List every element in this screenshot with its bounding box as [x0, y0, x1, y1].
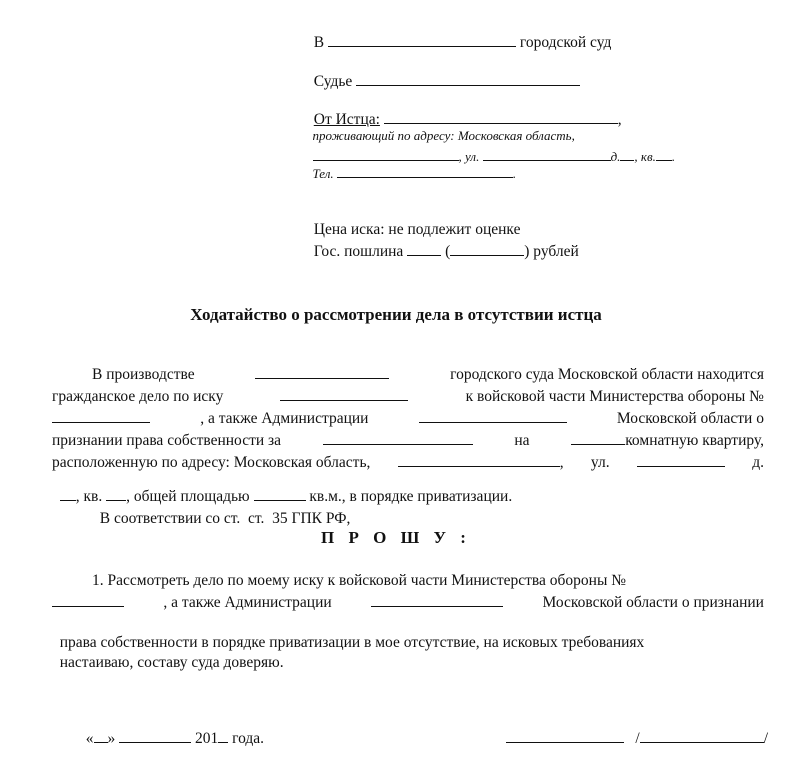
duty-line [306, 225, 579, 261]
plaintiff-blank[interactable] [280, 388, 408, 401]
request-line-1 [52, 572, 764, 590]
request-text: настаиваю, составу суда доверяю. [59, 654, 284, 671]
street-blank-body[interactable] [637, 454, 725, 467]
request-text: 1. Рассмотреть дело по моему иску к войсковой части Министерства обороны № [92, 572, 627, 589]
request-text: Московской области о признании [542, 594, 764, 611]
body-line-2 [52, 388, 764, 406]
duty-label: Гос. пошлина [313, 243, 404, 260]
judge-label: Судье [313, 73, 353, 90]
body-line-4 [52, 432, 764, 450]
phone-line [306, 150, 516, 181]
date-quote-close: » [107, 730, 116, 747]
request-text: , а также Администрации [163, 594, 332, 611]
body-text: , кв. [75, 488, 103, 505]
house-label: д. [610, 149, 621, 164]
duty-currency: рублей [533, 243, 579, 260]
court-prefix: В [313, 34, 325, 51]
body-text: расположенную по адресу: Московская область, [52, 454, 371, 471]
body-line-3 [52, 410, 764, 428]
year-prefix: 201 [195, 730, 219, 747]
judge-name-blank[interactable] [356, 73, 580, 86]
duty-paren-close: ) [524, 243, 530, 260]
signature-blank[interactable] [506, 730, 624, 743]
owner-blank[interactable] [323, 432, 473, 445]
body-text: , общей площадью [126, 488, 250, 505]
house-blank-body[interactable] [60, 488, 76, 501]
signature-slash: / [635, 730, 640, 747]
address-label: проживающий по адресу: Московская область, [312, 128, 575, 143]
body-text: к войсковой части Министерства обороны № [465, 388, 764, 405]
administration-blank-2[interactable] [371, 594, 503, 607]
body-text: д. [752, 454, 764, 471]
body-line-7 [92, 492, 350, 528]
request-text: права собственности в порядке приватизации в мое отсутствие, на исковых требованиях [59, 634, 645, 651]
date-quote-open: « [85, 730, 94, 747]
unit-number-blank[interactable] [52, 410, 150, 423]
body-text: городского суда Московской области находится [450, 366, 764, 383]
judge-line [306, 55, 580, 91]
apt-blank[interactable] [656, 148, 672, 161]
duty-paren-open: ( [445, 243, 451, 260]
phone-end: . [512, 166, 517, 181]
body-text: Московской области о [616, 410, 764, 427]
court-line [306, 16, 611, 52]
request-heading: П Р О Ш У : [321, 528, 471, 547]
year-suffix: года. [232, 730, 265, 747]
signature-end-slash: / [763, 730, 768, 747]
plaintiff-comma: , [617, 111, 622, 128]
body-text: кв.м., в порядке приватизации. [309, 488, 513, 505]
claim-price: Цена иска: не подлежит оценке [313, 221, 521, 238]
duty-amount-blank[interactable] [407, 243, 441, 256]
signature-name-blank[interactable] [640, 730, 764, 743]
locality-blank[interactable] [398, 454, 560, 467]
court-blank[interactable] [255, 366, 389, 379]
house-blank[interactable] [620, 148, 634, 161]
body-text: В производстве [92, 366, 195, 383]
document-title: Ходатайство о рассмотрении дела в отсутствии истца [190, 305, 602, 324]
signature-line [498, 712, 768, 748]
date-line [78, 712, 264, 748]
body-text: гражданское дело по иску [52, 388, 224, 405]
request-line-2 [52, 594, 764, 612]
body-text: , [559, 454, 564, 471]
phone-blank[interactable] [337, 165, 513, 178]
court-name-blank[interactable] [328, 34, 516, 47]
street-line: , ул. д. , кв. . [306, 133, 675, 164]
duty-words-blank[interactable] [450, 243, 524, 256]
request-line-4 [52, 636, 284, 672]
year-blank[interactable] [218, 730, 228, 743]
body-text: В соответствии со ст. ст. 35 ГПК РФ, [99, 510, 351, 527]
apt-label: , кв. [634, 149, 656, 164]
body-text: признании права собственности за [52, 432, 282, 449]
body-text: на [514, 432, 530, 449]
body-text: , а также Администрации [200, 410, 369, 427]
body-line-1 [52, 366, 764, 384]
rooms-blank[interactable] [571, 432, 625, 445]
phone-label: Тел. [312, 166, 334, 181]
administration-blank[interactable] [419, 410, 567, 423]
plaintiff-label: От Истца: [313, 111, 380, 128]
body-text: комнатную квартиру, [625, 432, 764, 449]
street-label: , ул. [458, 149, 480, 164]
day-blank[interactable] [94, 730, 108, 743]
court-suffix: городской суд [519, 34, 612, 51]
body-text: ул. [590, 454, 610, 471]
unit-number-blank-2[interactable] [52, 594, 124, 607]
month-blank[interactable] [119, 730, 191, 743]
